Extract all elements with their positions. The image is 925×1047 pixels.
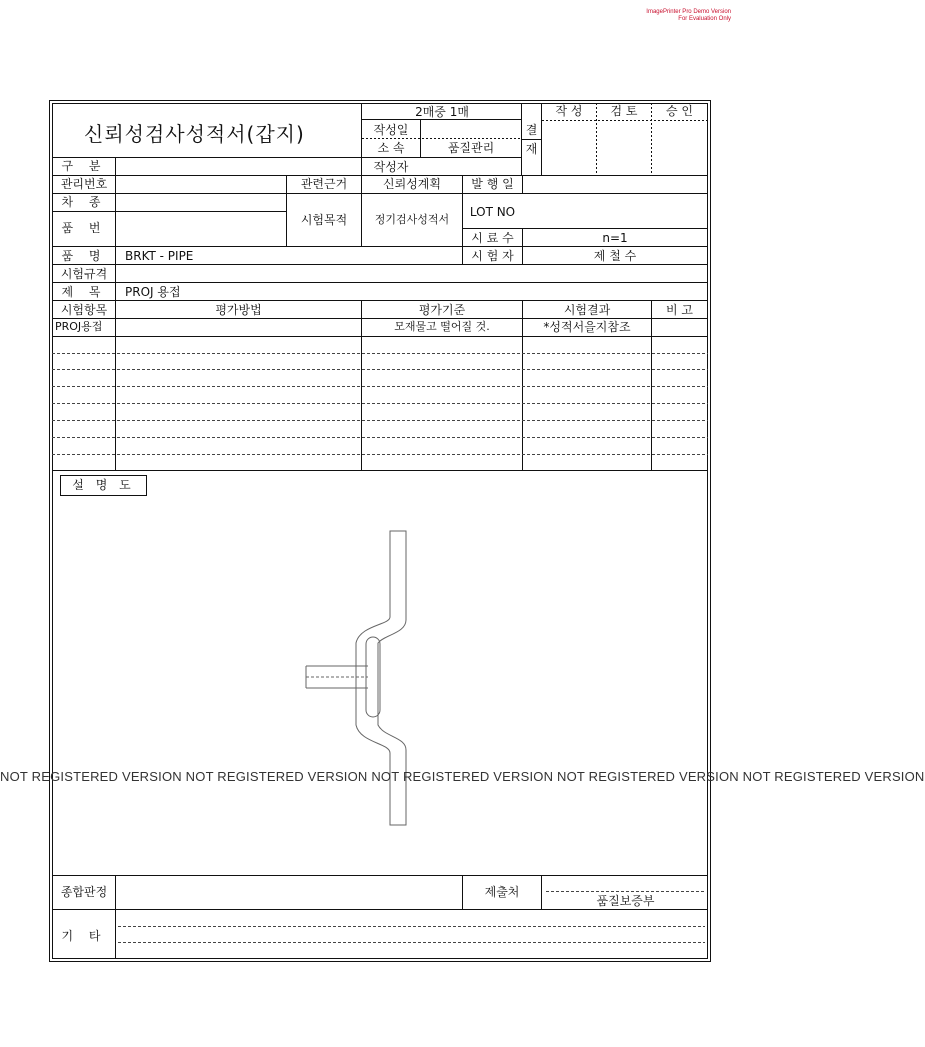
form-title: 신뢰성검사성적서(갑지)	[84, 122, 305, 146]
sample-label: 시 료 수	[471, 231, 514, 245]
issue-date-label: 발 행 일	[471, 177, 514, 191]
watermark-line-1: ImagePrinter Pro Demo Version	[646, 9, 731, 15]
mgmt-no-label: 관리번호	[60, 177, 108, 191]
table-header-criteria: 평가기준	[418, 303, 466, 317]
part-name-value: BRKT - PIPE	[125, 249, 194, 263]
table-header-result: 시험결과	[563, 303, 611, 317]
basis-value: 신뢰성계획	[383, 177, 441, 191]
row-item: PROJ용접	[55, 320, 103, 333]
dept-value[interactable]: 품질관리	[447, 141, 495, 155]
submit-value: 품질보증부	[596, 894, 655, 908]
tester-value: 제 철 수	[593, 249, 637, 263]
test-purpose-value: 정기검사성적서	[374, 213, 450, 226]
other-label: 기 타	[61, 929, 107, 943]
unregistered-banner: NOT REGISTERED VERSION NOT REGISTERED VERSION NOT REGISTERED VERSION NOT REGISTERED VERSION NOT REGISTERED VERSION	[0, 769, 925, 784]
lot-no-label: LOT NO	[469, 205, 516, 219]
bracket-pipe-drawing	[300, 525, 415, 830]
table-header-method: 평가방법	[215, 303, 262, 317]
approval-label-1: 결	[525, 123, 538, 137]
approval-label-2: 재	[525, 142, 538, 156]
approval-col-approve: 승 인	[666, 104, 693, 118]
table-header-item: 시험항목	[60, 303, 108, 317]
diagram-label: 설 명 도	[60, 475, 147, 496]
submit-label: 제출처	[484, 885, 520, 899]
test-purpose-label: 시험목적	[300, 213, 348, 227]
author-label: 작성자	[373, 160, 409, 174]
spec-label: 시험규격	[60, 267, 108, 281]
watermark-line-2: For Evaluation Only	[678, 16, 731, 22]
approval-col-review: 검 토	[610, 104, 638, 118]
subject-value: PROJ 용접	[125, 285, 181, 299]
sample-value: n=1	[602, 231, 628, 245]
vehicle-label: 차 종	[61, 195, 107, 209]
basis-label: 관련근거	[300, 177, 348, 191]
category-label: 구 분	[61, 159, 107, 173]
dept-label: 소 속	[377, 141, 405, 155]
part-name-label: 품 명	[61, 249, 107, 263]
tester-label: 시 험 자	[471, 249, 514, 263]
row-result: *성적서을지참조	[543, 320, 631, 334]
date-label: 작성일	[373, 123, 409, 137]
subject-label: 제 목	[61, 285, 107, 299]
part-no-label: 품 번	[61, 221, 107, 235]
sheet-count: 2매중 1매	[415, 105, 469, 119]
judgement-label: 종합판정	[60, 885, 108, 899]
table-header-remark: 비 고	[666, 303, 693, 317]
approval-col-draft: 작 성	[555, 104, 583, 118]
row-criteria: 모재물고 떨어질 것.	[394, 320, 490, 333]
